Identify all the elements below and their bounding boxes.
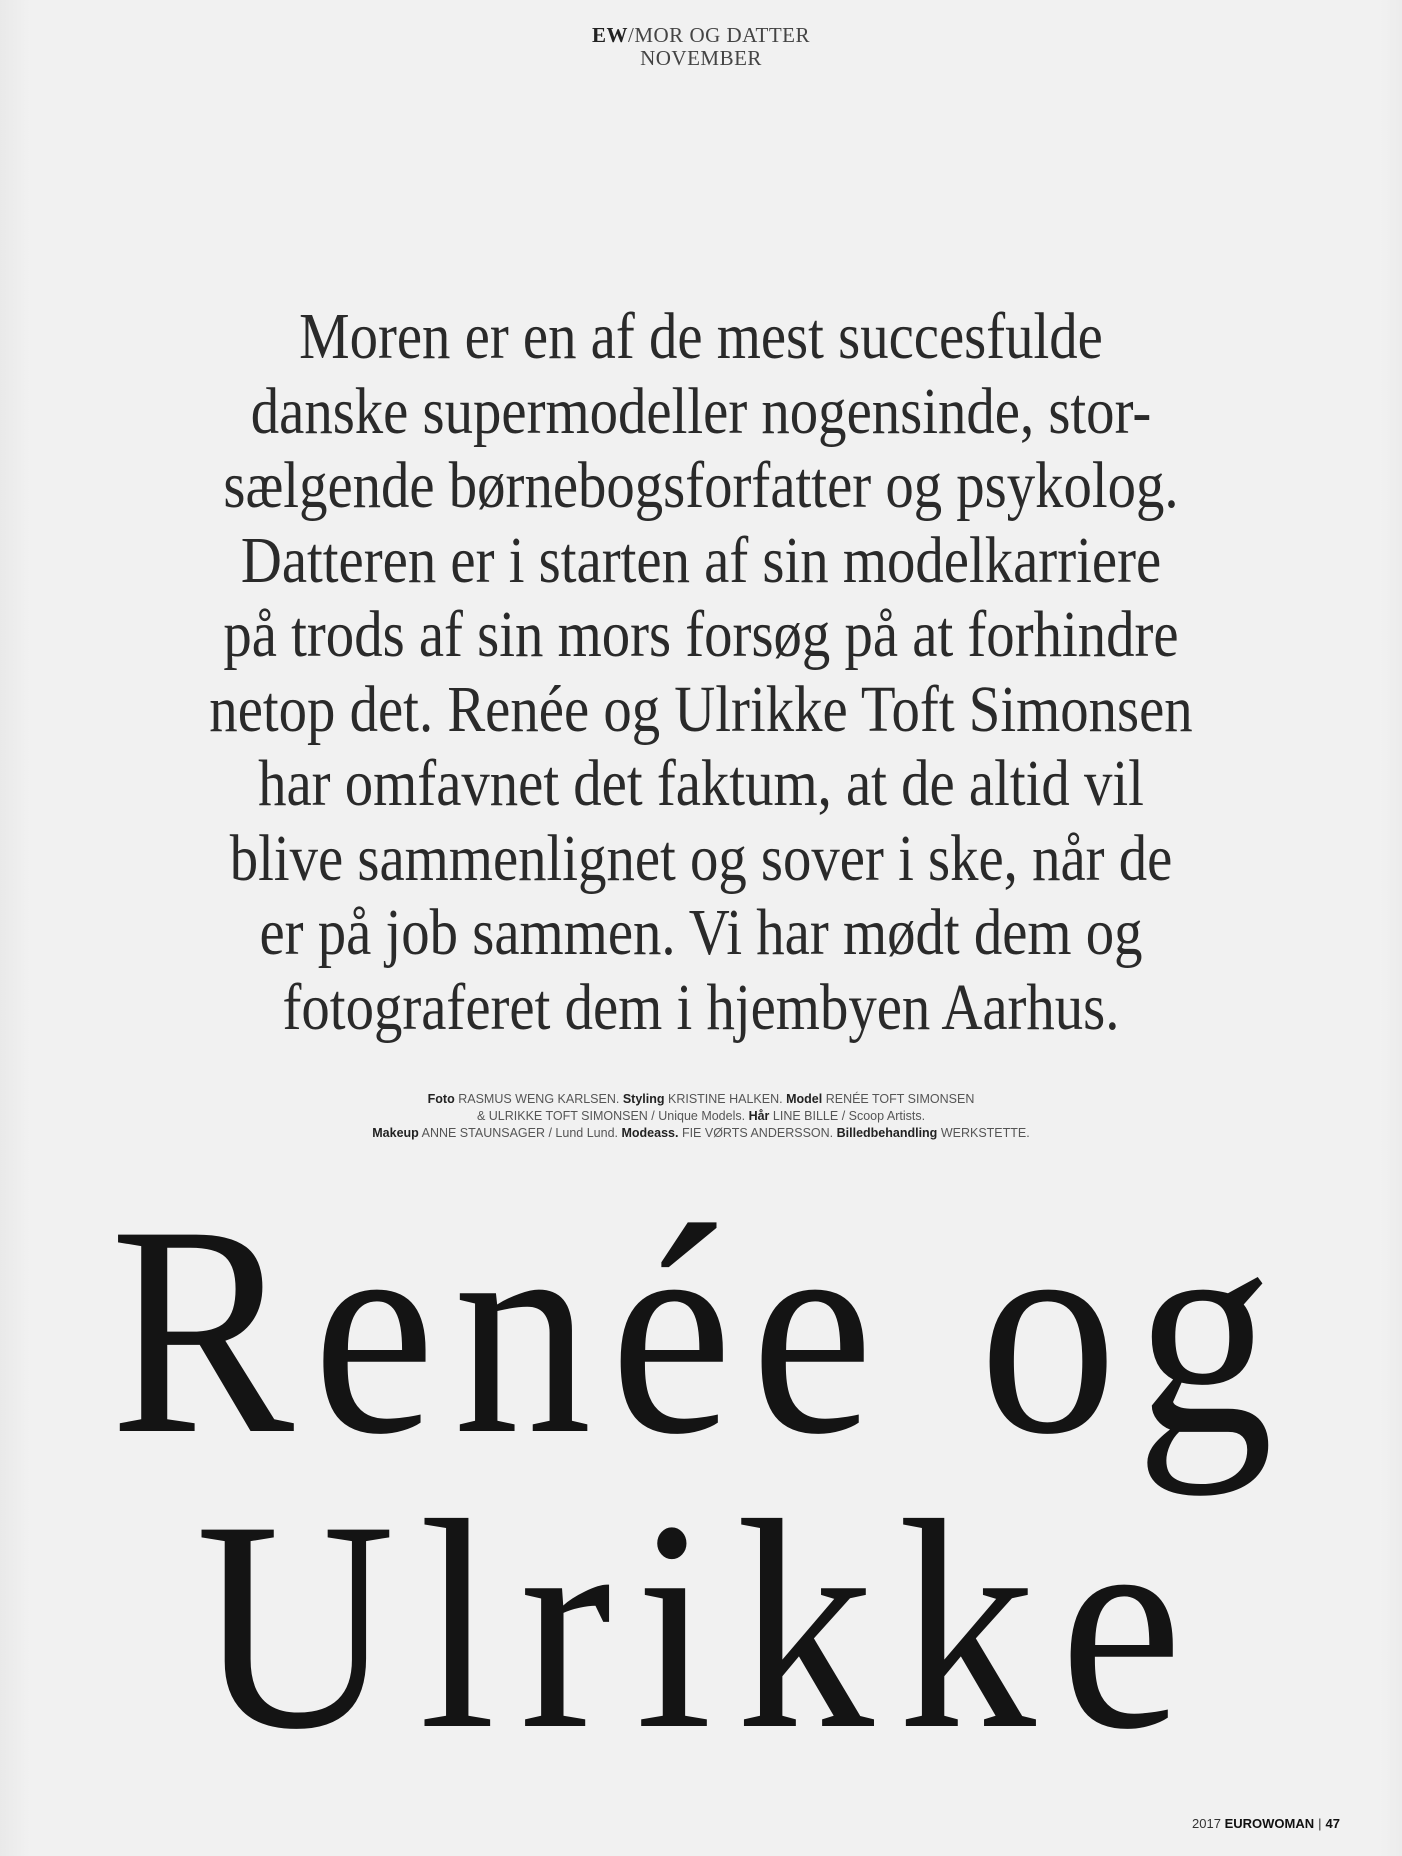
credit-label-foto: Foto <box>427 1092 455 1106</box>
credit-model-cont: & ULRIKKE TOFT SIMONSEN / Unique Models. <box>476 1109 746 1123</box>
lede-line: sælgende børnebogsforfatter og psykolog. <box>223 449 1179 522</box>
lede-line: fotograferet dem i hjembyen Aarhus. <box>282 970 1120 1044</box>
page-number: 47 <box>1325 1816 1340 1831</box>
credit-label-styling: Styling <box>622 1092 665 1106</box>
credit-modeass: FIE VØRTS ANDERSSON. <box>681 1126 834 1140</box>
section-month: NOVEMBER <box>640 46 762 70</box>
credit-label-model: Model <box>786 1092 823 1106</box>
credit-haar: LINE BILLE / Scoop Artists. <box>772 1109 926 1123</box>
page-footer <box>1192 1816 1340 1831</box>
lede-line: blive sammenlignet og sover i ske, når de <box>229 821 1173 895</box>
section-name: MOR OG DATTER <box>634 23 811 47</box>
credit-label-haar: Hår <box>748 1109 770 1123</box>
photo-credits <box>0 1091 1402 1142</box>
footer-magazine: EUROWOMAN <box>1224 1816 1315 1831</box>
credit-model: RENÉE TOFT SIMONSEN <box>825 1092 975 1106</box>
credit-billedbehandling: WERKSTETTE. <box>940 1126 1030 1140</box>
credit-label-billedbehandling: Billedbehandling <box>836 1126 938 1140</box>
headline-line-2: Ulrikke <box>195 1459 1207 1791</box>
credits-line-1 <box>0 1091 1402 1108</box>
credit-styling: KRISTINE HALKEN. <box>668 1092 783 1106</box>
lede-line: på trods af sin mors forsøg på at forhindre <box>223 598 1179 671</box>
header-separator: / <box>628 23 635 47</box>
credit-label-modeass: Modeass. <box>621 1126 679 1140</box>
lede-line: netop det. Renée og Ulrikke Toft Simonsen <box>209 672 1193 746</box>
credit-foto: RASMUS WENG KARLSEN. <box>458 1092 620 1106</box>
footer-separator: | <box>1318 1816 1322 1831</box>
lede-line: Moren er en af de mest succesfulde <box>299 300 1103 373</box>
headline-line-1: Renée og <box>110 1164 1292 1496</box>
lede-paragraph <box>150 300 1253 1045</box>
lede-line: Datteren er i starten af sin modelkarriere <box>240 523 1162 597</box>
credit-label-makeup: Makeup <box>372 1126 419 1140</box>
credits-line-2 <box>0 1108 1402 1125</box>
lede-line: er på job sammen. Vi har mødt dem og <box>259 896 1143 969</box>
credit-makeup: ANNE STAUNSAGER / Lund Lund. <box>421 1126 618 1140</box>
section-header-line1 <box>0 24 1402 47</box>
credits-line-3 <box>0 1125 1402 1142</box>
lede-line: har omfavnet det faktum, at de altid vil <box>258 747 1144 820</box>
footer-year: 2017 <box>1192 1816 1221 1831</box>
lede-line: danske supermodeller nogensinde, stor- <box>250 374 1152 448</box>
section-header <box>0 24 1402 70</box>
brand-mark: EW <box>591 23 628 47</box>
